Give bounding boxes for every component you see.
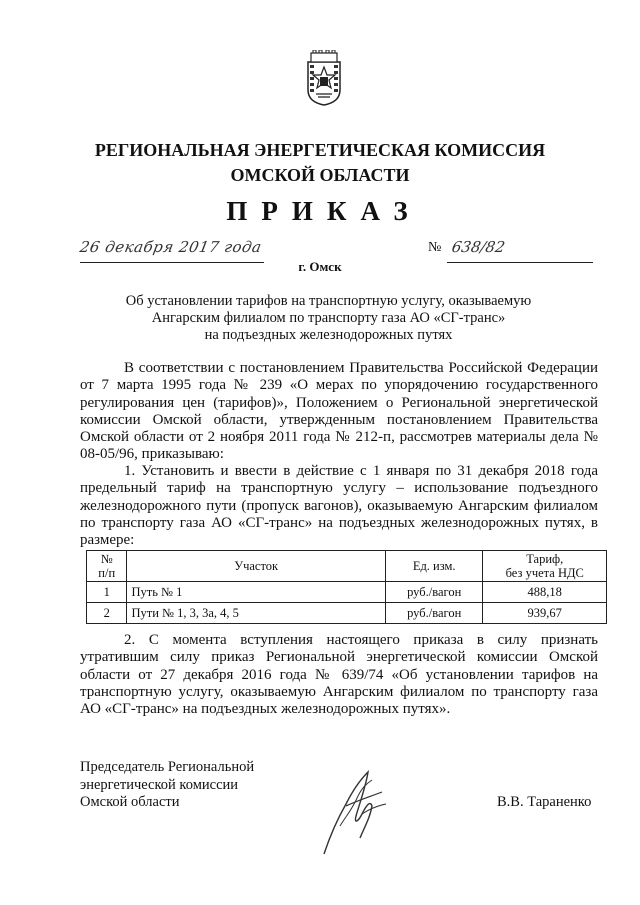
row-unit: руб./вагон [385,582,483,603]
handwritten-number: 638/82 [450,238,507,256]
header-num-line1: № [100,552,113,566]
header-tariff-line1: Тариф, [526,552,564,566]
omsk-coat-of-arms-icon [304,50,344,106]
row-num: 2 [87,603,127,624]
header-section: Участок [127,551,385,582]
handwritten-date: 26 декабря 2017 года [78,238,264,256]
signer-title-line3: Омской области [80,794,180,810]
order-subject [80,293,577,344]
document-type-title: ПРИКАЗ [226,196,422,226]
item-2-paragraph: 2. С момента вступления настоящего приказа в силу признать утратившим силу приказ Региональной энергетической комиссии Омской области от 27 декабря 2016 года № 639/74 «Об установлении тарифов на транспортную услугу, оказываемую Ангарским филиалом по транспорту газа АО «СГ-транс» на подъездных железнодорожных путях». [80,632,598,718]
organization-name-line2: ОМСКОЙ ОБЛАСТИ [230,165,410,185]
signer-title-line2: энергетической комиссии [80,776,239,793]
item-1-paragraph: 1. Установить и ввести в действие с 1 января по 31 декабря 2018 года предельный тариф на транспортную услугу – использование подъездного железнодорожного пути (пропуск вагонов), оказываемую Ангарским филиалом по транспорту газа АО «СГ-транс» на подъездных железнодорожных путях, в размере: [80,463,598,549]
number-label: № [428,240,442,255]
header-num-line2: п/п [98,566,116,580]
signer-name: В.В. Тараненко [497,794,592,810]
table-header-row [87,551,607,582]
subject-line2: Ангарским филиалом по транспорту газа АО «СГ-транс» [151,310,506,326]
row-unit: руб./вагон [385,603,483,624]
signer-title [80,759,300,812]
subject-line1: Об установлении тарифов на транспортную услугу, оказываемую [125,293,532,309]
header-num [87,551,127,582]
header-unit: Ед. изм. [385,551,483,582]
preamble-paragraph: В соответствии с постановлением Правительства Российской Федерации от 7 марта 1995 года № 239 «О мерах по упорядочению государственного регулирования цен (тарифов)», Положением о Региональной энергетической комиссии Омской области, утвержденным постановлением Правительства Омской области от 2 ноября 2011 года № 212-п, рассмотрев материалы дела № 08-05/96, приказываю: [80,360,598,463]
organization-name-line1: РЕГИОНАЛЬНАЯ ЭНЕРГЕТИЧЕСКАЯ КОМИССИЯ [94,140,546,160]
header-tariff-line2: без учета НДС [505,566,584,580]
signer-title-line1: Председатель Региональной [80,759,255,775]
table-row [87,603,607,624]
row-tariff: 939,67 [483,603,607,624]
row-section: Путь № 1 [127,582,385,603]
table-row [87,582,607,603]
handwritten-signature-icon [316,766,394,858]
row-section: Пути № 1, 3, 3а, 4, 5 [127,603,385,624]
row-tariff: 488,18 [483,582,607,603]
subject-line3: на подъездных железнодорожных путях [204,327,453,343]
header-tariff [483,551,607,582]
row-num: 1 [87,582,127,603]
organization-name [0,138,640,188]
tariff-table [86,550,607,624]
city-label: г. Омск [298,259,342,274]
